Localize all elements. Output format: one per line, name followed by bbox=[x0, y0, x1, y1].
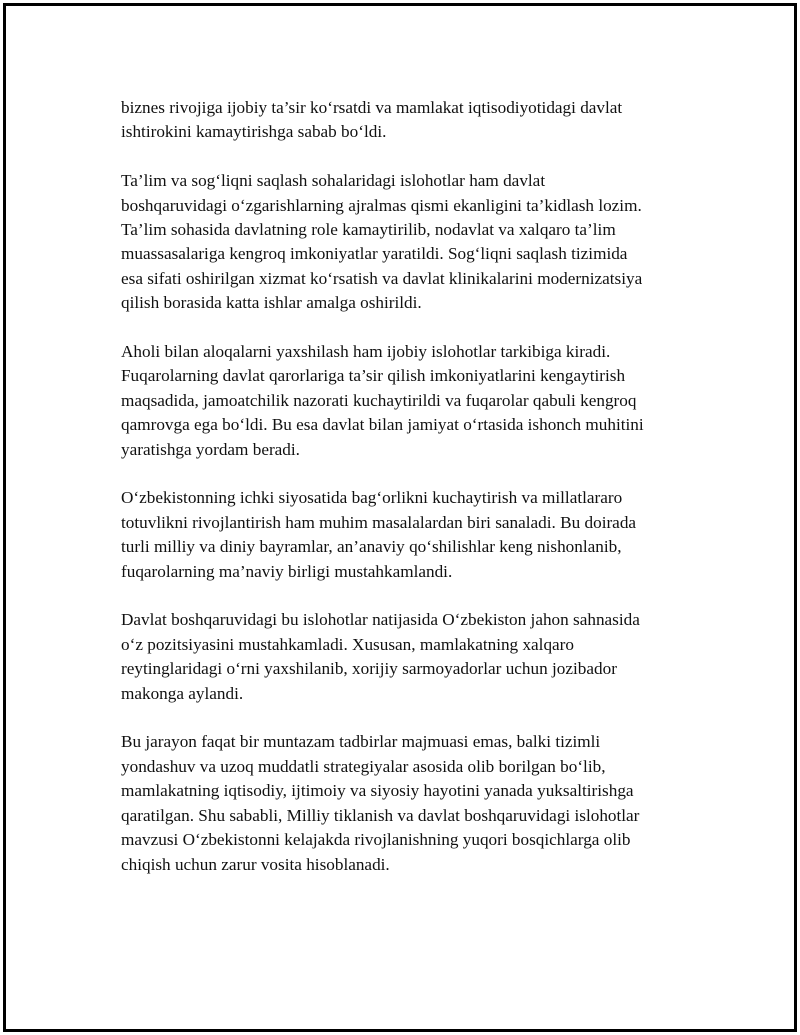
text-line: boshqaruvidagi o‘zgarishlarning ajralmas qismi ekanligini ta’kidlash lozim. bbox=[121, 195, 642, 215]
text-line: mavzusi O‘zbekistonni kelajakda rivojlanishning yuqori bosqichlarga olib bbox=[121, 830, 631, 850]
text-line: Davlat boshqaruvidagi bu islohotlar natijasida O‘zbekiston jahon sahnasida bbox=[121, 610, 640, 630]
text-line: o‘z pozitsiyasini mustahkamladi. Xususan, mamlakatning xalqaro bbox=[121, 634, 574, 654]
text-line: ishtirokini kamaytirishga sabab bo‘ldi. bbox=[121, 122, 387, 142]
text-line: esa sifati oshirilgan xizmat ko‘rsatish va davlat klinikalarini modernizatsiya bbox=[121, 268, 643, 288]
text-line: reytinglaridagi o‘rni yaxshilanib, xorijiy sarmoyadorlar uchun jozibador bbox=[121, 659, 617, 679]
text-line: Ta’lim sohasida davlatning role kamaytirilib, nodavlat va xalqaro ta’lim bbox=[121, 220, 616, 240]
paragraph-2 bbox=[121, 169, 686, 315]
paragraph-6 bbox=[121, 730, 686, 876]
text-line: Fuqarolarning davlat qarorlariga ta’sir qilish imkoniyatlarini kengaytirish bbox=[121, 366, 626, 386]
text-line: qilish borasida katta ishlar amalga oshirildi. bbox=[121, 293, 422, 313]
text-line: chiqish uchun zarur vosita hisoblanadi. bbox=[121, 854, 390, 874]
page-frame bbox=[3, 3, 797, 1032]
text-line: maqsadida, jamoatchilik nazorati kuchaytirildi va fuqarolar qabuli kengroq bbox=[121, 390, 637, 410]
text-line: yondashuv va uzoq muddatli strategiyalar asosida olib borilgan bo‘lib, bbox=[121, 756, 606, 776]
text-line: muassasalariga kengroq imkoniyatlar yaratildi. Sog‘liqni saqlash tizimida bbox=[121, 244, 628, 264]
text-line: Aholi bilan aloqalarni yaxshilash ham ijobiy islohotlar tarkibiga kiradi. bbox=[121, 342, 611, 362]
paragraph-4 bbox=[121, 486, 686, 584]
paragraph-3 bbox=[121, 340, 686, 462]
text-line: qamrovga ega bo‘ldi. Bu esa davlat bilan jamiyat o‘rtasida ishonch muhitini bbox=[121, 415, 644, 435]
text-line: O‘zbekistonning ichki siyosatida bag‘orlikni kuchaytirish va millatlararo bbox=[121, 488, 623, 508]
text-line: makonga aylandi. bbox=[121, 683, 244, 703]
paragraph-5 bbox=[121, 608, 686, 706]
page-body bbox=[121, 96, 686, 901]
text-line: fuqarolarning ma’naviy birligi mustahkamlandi. bbox=[121, 561, 453, 581]
paragraph-1 bbox=[121, 96, 686, 145]
text-line: qaratilgan. Shu sababli, Milliy tiklanish va davlat boshqaruvidagi islohotlar bbox=[121, 805, 640, 825]
text-line: mamlakatning iqtisodiy, ijtimoiy va siyosiy hayotini yanada yuksaltirishga bbox=[121, 781, 634, 801]
text-line: yaratishga yordam beradi. bbox=[121, 439, 300, 459]
text-line: turli milliy va diniy bayramlar, an’anaviy qo‘shilishlar keng nishonlanib, bbox=[121, 537, 622, 557]
text-line: Bu jarayon faqat bir muntazam tadbirlar majmuasi emas, balki tizimli bbox=[121, 732, 601, 752]
text-line: biznes rivojiga ijobiy ta’sir ko‘rsatdi va mamlakat iqtisodiyotidagi davlat bbox=[121, 98, 623, 117]
text-line: Ta’lim va sog‘liqni saqlash sohalaridagi islohotlar ham davlat bbox=[121, 171, 546, 191]
text-line: totuvlikni rivojlantirish ham muhim masalalardan biri sanaladi. Bu doirada bbox=[121, 512, 637, 532]
